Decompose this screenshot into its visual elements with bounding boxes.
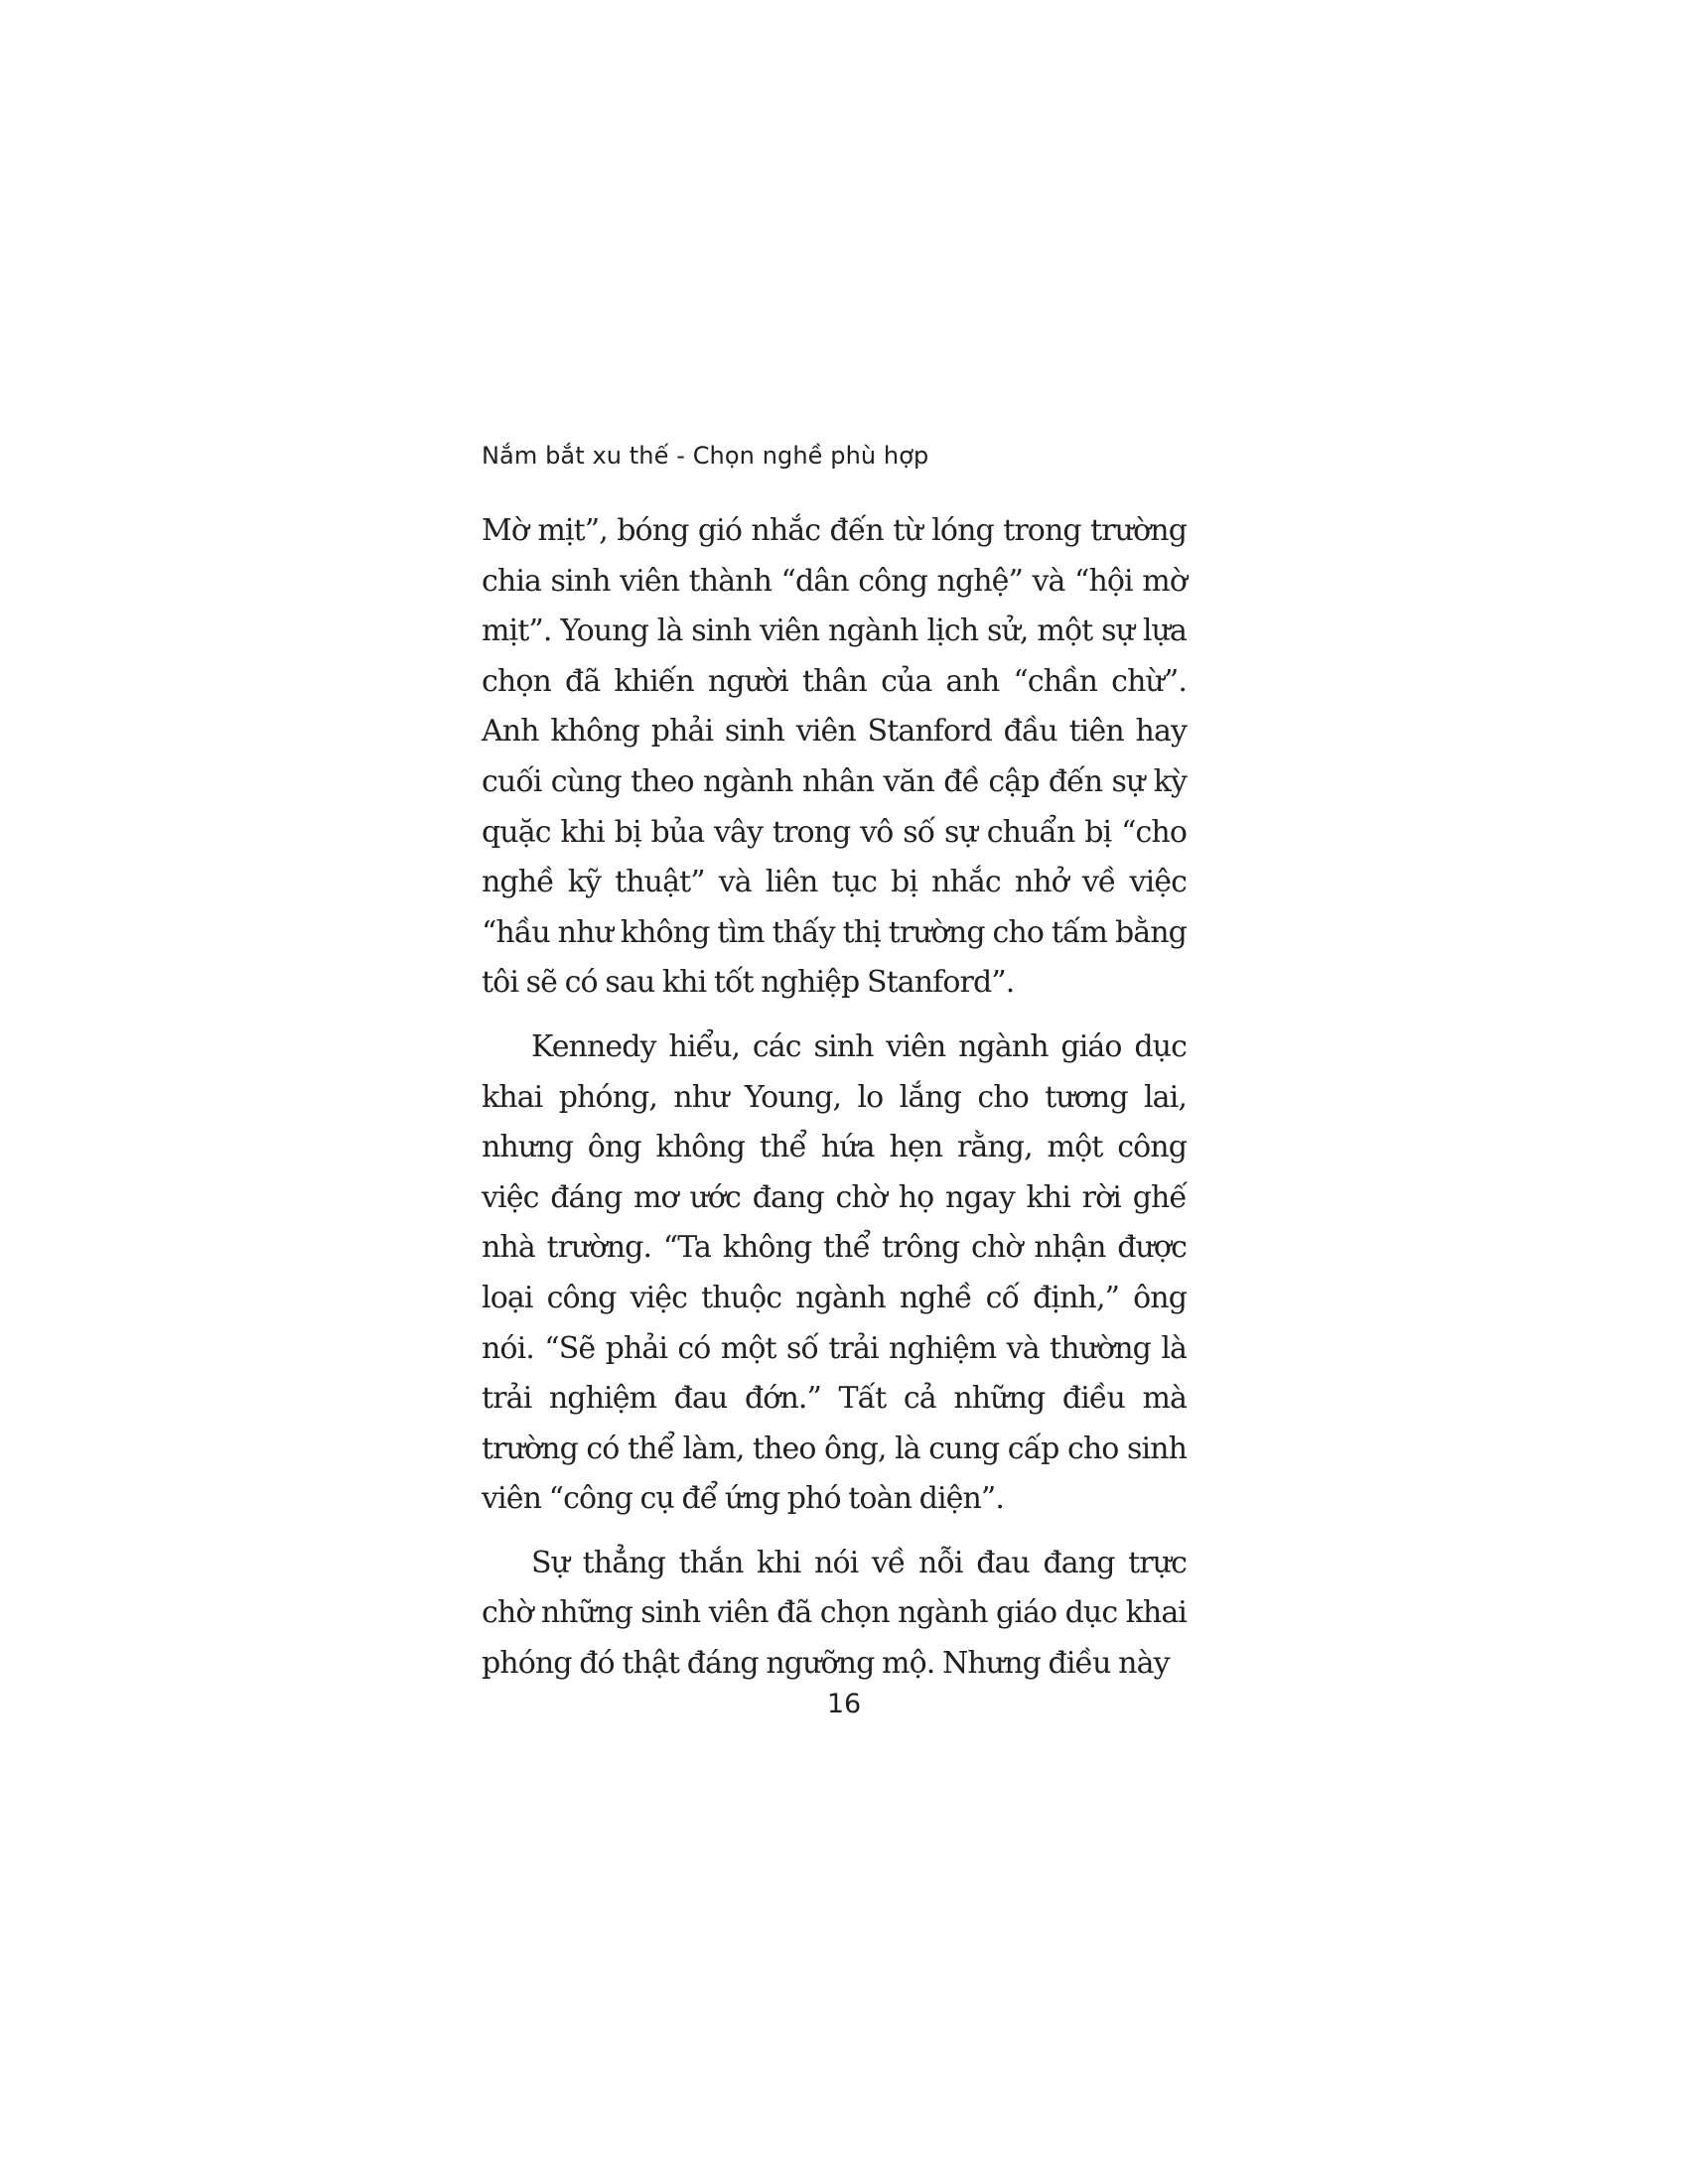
running-header: Nắm bắt xu thế - Chọn nghề phù hợp <box>482 442 929 470</box>
body-text <box>482 506 1187 1704</box>
paragraph-2: Kennedy hiểu, các sinh viên ngành giáo dục khai phóng, như Young, lo lắng cho tương lai, nhưng ông không thể hứa hẹn rằng, một công việc đáng mơ ước đang chờ họ ngay khi rời ghế nhà trường. “Ta không thể trông chờ nhận được loại công việc thuộc ngành nghề cố định,” ông nói. “Sẽ phải có một số trải nghiệm và thường là trải nghiệm đau đớn.” Tất cả những điều mà trường có thể làm, theo ông, là cung cấp cho sinh viên “công cụ để ứng phó toàn diện”. <box>482 1028 1187 1517</box>
page-number: 16 <box>826 1689 862 1719</box>
paragraph-1: Mờ mịt”, bóng gió nhắc đến từ lóng trong trường chia sinh viên thành “dân công nghệ” và “hội mờ mịt”. Young là sinh viên ngành lịch sử, một sự lựa chọn đã khiến người thân của anh “chần chừ”. Anh không phải sinh viên Stanford đầu tiên hay cuối cùng theo ngành nhân văn đề cập đến sự kỳ quặc khi bị bủa vây trong vô số sự chuẩn bị “cho nghề kỹ thuật” và liên tục bị nhắc nhở về việc “hầu như không tìm thấy thị trường cho tấm bằng tôi sẽ có sau khi tốt nghiệp Stanford”. <box>482 513 1187 1001</box>
paragraph-3: Sự thẳng thắn khi nói về nỗi đau đang trực chờ những sinh viên đã chọn ngành giáo dục khai phóng đó thật đáng ngưỡng mộ. Nhưng điều này <box>482 1545 1187 1682</box>
